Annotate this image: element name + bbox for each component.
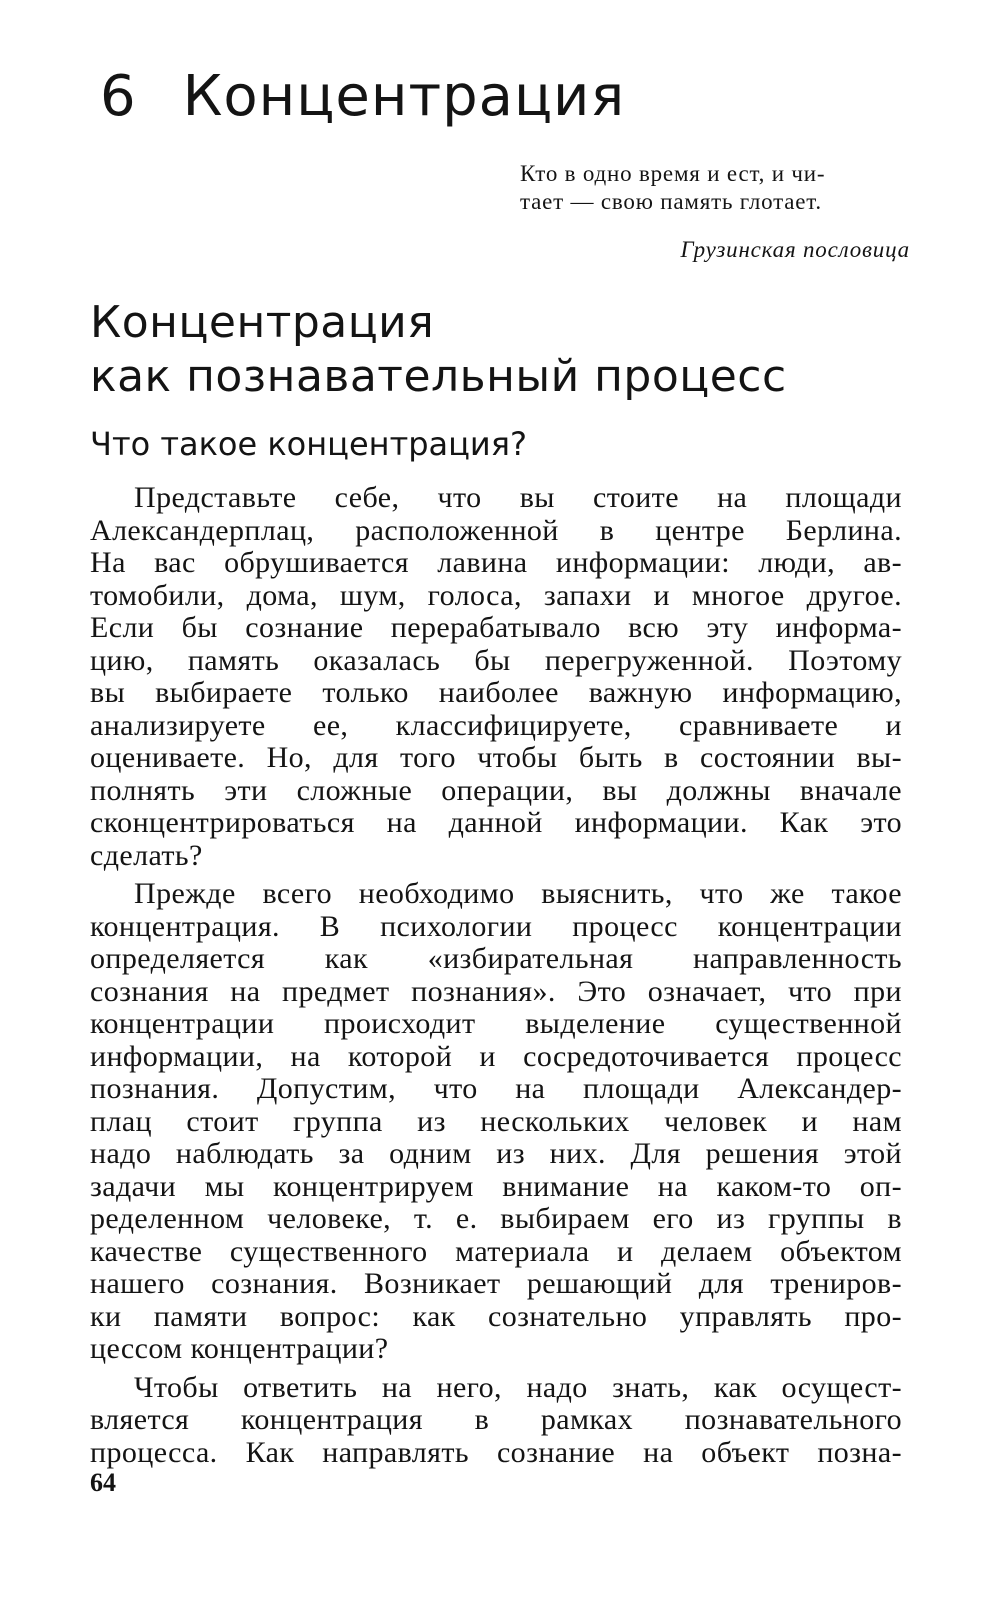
text-line: ределенном человеке, т. е. выбираем его из группы в bbox=[90, 1203, 902, 1235]
body-text bbox=[90, 482, 902, 1475]
text-line: концентрация. В психологии процесс концентрации bbox=[90, 910, 902, 943]
text-line: На вас обрушивается лавина информации: люди, ав- bbox=[90, 547, 902, 579]
text-line: нашего сознания. Возникает решающий для трениров- bbox=[90, 1268, 902, 1300]
epigraph bbox=[520, 160, 920, 264]
text-line: задачи мы концентрируем внимание на каком-то оп- bbox=[90, 1170, 902, 1203]
text-line: информации, на которой и сосредоточивается процесс bbox=[90, 1040, 902, 1073]
text-line: сделать? bbox=[90, 839, 203, 872]
text-line: цессом концентрации? bbox=[90, 1333, 389, 1365]
text-line: томобили, дома, шум, голоса, запахи и многое другое. bbox=[90, 579, 902, 612]
text-line: Чтобы ответить на него, надо знать, как осущест- bbox=[134, 1371, 902, 1404]
text-line: плац стоит группа из нескольких человек и нам bbox=[90, 1105, 902, 1138]
section-title bbox=[90, 296, 787, 404]
text-line: сконцентрироваться на данной информации. Как это bbox=[90, 807, 902, 839]
chapter-title: Концентрация bbox=[182, 64, 626, 129]
paragraph bbox=[90, 878, 902, 1366]
text-line: анализируете ее, классифицируете, сравниваете и bbox=[90, 709, 902, 742]
text-line: оцениваете. Но, для того чтобы быть в состоянии вы- bbox=[90, 742, 902, 774]
section-title-line: Концентрация bbox=[90, 297, 435, 348]
paragraph bbox=[90, 482, 902, 872]
text-line: Александерплац, расположенной в центре Берлина. bbox=[90, 514, 902, 547]
epigraph-line: тает — свою память глотает. bbox=[520, 189, 822, 214]
text-line: Если бы сознание перерабатывало всю эту информа- bbox=[90, 612, 902, 644]
page-number: 64 bbox=[90, 1468, 116, 1497]
text-line: познания. Допустим, что на площади Александер- bbox=[90, 1073, 902, 1105]
epigraph-line: Кто в одно время и ест, и чи- bbox=[520, 161, 826, 186]
text-line: ки памяти вопрос: как сознательно управлять про- bbox=[90, 1300, 902, 1333]
text-line: сознания на предмет познания». Это означает, что при bbox=[90, 975, 902, 1008]
paragraph bbox=[90, 1372, 902, 1470]
text-line: вы выбираете только наиболее важную информацию, bbox=[90, 677, 902, 709]
text-line: Представьте себе, что вы стоите на площади bbox=[134, 482, 902, 514]
chapter-number: 6 bbox=[100, 64, 137, 129]
text-line: Прежде всего необходимо выяснить, что же такое bbox=[134, 878, 902, 910]
text-line: полнять эти сложные операции, вы должны вначале bbox=[90, 774, 902, 807]
text-line: концентрации происходит выделение существенной bbox=[90, 1008, 902, 1040]
text-line: качестве существенного материала и делаем объектом bbox=[90, 1235, 902, 1268]
text-line: определяется как «избирательная направленность bbox=[90, 943, 902, 975]
text-line: процесса. Как направлять сознание на объект позна- bbox=[90, 1436, 902, 1469]
text-line: надо наблюдать за одним из них. Для решения этой bbox=[90, 1138, 902, 1170]
subsection-title: Что такое концентрация? bbox=[90, 425, 527, 463]
chapter-heading bbox=[100, 64, 625, 129]
text-line: цию, память оказалась бы перегруженной. Поэтому bbox=[90, 644, 902, 677]
section-title-line: как познавательный процесс bbox=[90, 351, 787, 402]
text-line: вляется концентрация в рамках познавательного bbox=[90, 1404, 902, 1436]
epigraph-source: Грузинская пословица bbox=[680, 237, 910, 262]
